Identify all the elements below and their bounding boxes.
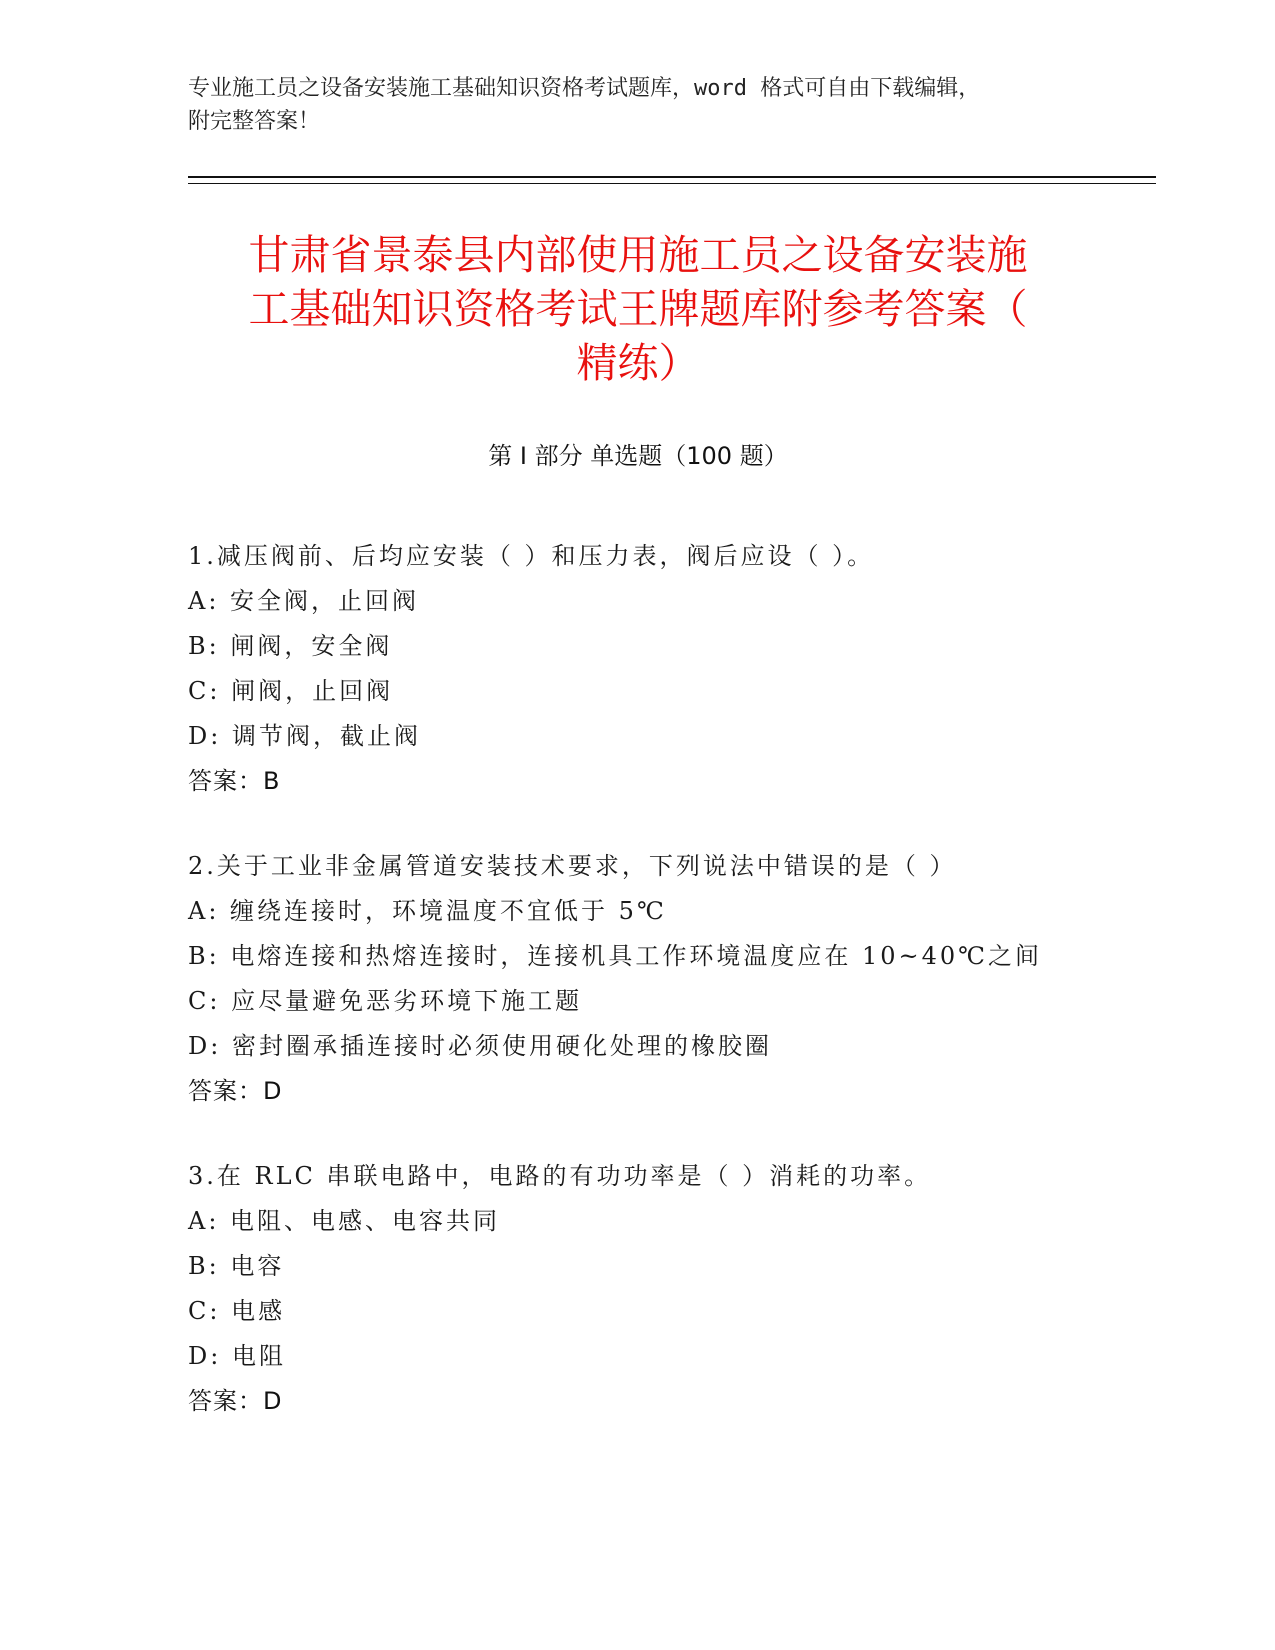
question-1 [188, 534, 1156, 804]
header-note-line: 附完整答案！ [188, 109, 321, 134]
option-a: A: 安全阀，止回阀 [188, 587, 420, 615]
option-d: D: 电阻 [188, 1342, 286, 1370]
answer-line: 答案：D [188, 1387, 283, 1415]
question-stem: 1.减压阀前、后均应安装（ ）和压力表，阀后应设（ ）。 [188, 542, 875, 570]
answer-line: 答案：D [188, 1077, 283, 1105]
document-title-line: 精练） [576, 339, 700, 387]
section-title: 第 I 部分 单选题（100 题） [488, 442, 788, 470]
header-note-line: 专业施工员之设备安装施工基础知识资格考试题库，word 格式可自由下载编辑， [188, 76, 981, 101]
answer-line: 答案：B [188, 767, 281, 795]
header-note [188, 72, 1088, 138]
option-c: C: 电感 [188, 1297, 286, 1325]
header-divider-thick [188, 176, 1156, 178]
option-c: C: 应尽量避免恶劣环境下施工题 [188, 987, 583, 1015]
option-a: A: 电阻、电感、电容共同 [188, 1207, 501, 1235]
question-3 [188, 1154, 1156, 1424]
question-stem: 3.在 RLC 串联电路中，电路的有功功率是（ ）消耗的功率。 [188, 1162, 932, 1190]
document-title [188, 228, 1088, 390]
option-b: B: 电熔连接和热熔连接时，连接机具工作环境温度应在 10~40℃之间 [188, 942, 1043, 970]
question-stem: 2.关于工业非金属管道安装技术要求，下列说法中错误的是（ ） [188, 852, 957, 880]
option-c: C: 闸阀，止回阀 [188, 677, 394, 705]
document-title-line: 甘肃省景泰县内部使用施工员之设备安装施 [248, 231, 1028, 279]
option-d: D: 密封圈承插连接时必须使用硬化处理的橡胶圈 [188, 1032, 772, 1060]
question-list [188, 534, 1156, 1464]
option-b: B: 闸阀，安全阀 [188, 632, 393, 660]
document-title-line: 工基础知识资格考试王牌题库附参考答案（ [248, 285, 1028, 333]
question-2 [188, 844, 1156, 1114]
option-a: A: 缠绕连接时，环境温度不宜低于 5℃ [188, 897, 667, 925]
option-d: D: 调节阀，截止阀 [188, 722, 421, 750]
option-b: B: 电容 [188, 1252, 285, 1280]
header-divider-thin [188, 183, 1156, 184]
